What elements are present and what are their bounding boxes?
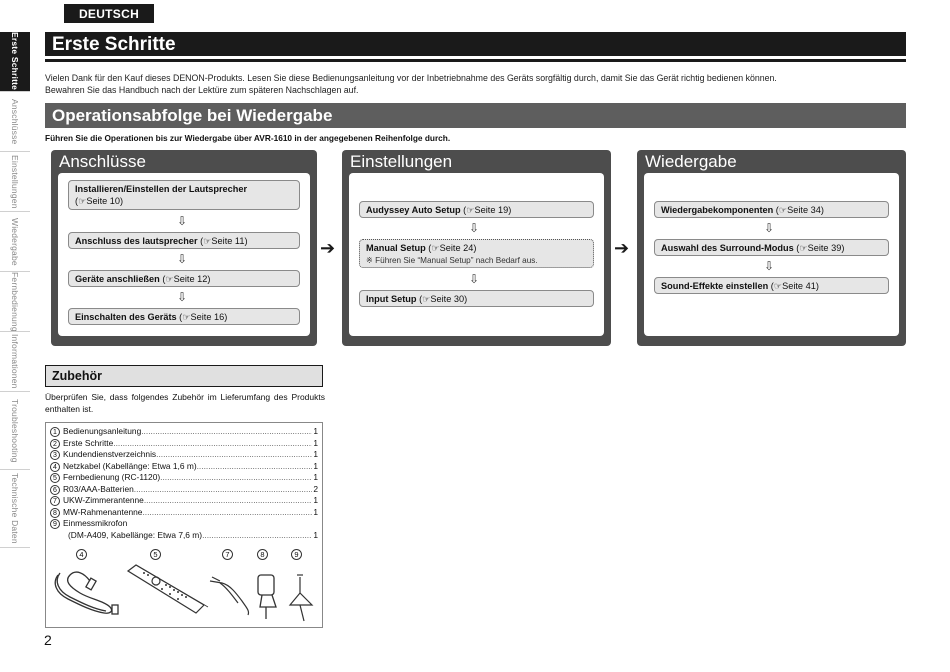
accessory-item: [50, 507, 318, 519]
down-arrow-icon: ⇩: [469, 221, 480, 235]
lead-text: Führen Sie die Operationen bis zur Wiedergabe über AVR-1610 in der angegebenen Reihenfolge durch.: [45, 133, 451, 143]
page-title-bar: [45, 32, 906, 56]
picture-label: [222, 549, 233, 560]
picture-label-number: 7: [222, 549, 233, 560]
step-label: Wiedergabekomponenten: [661, 205, 774, 215]
reference-icon: ☞: [78, 196, 87, 206]
item-number: 6: [50, 485, 60, 495]
step-label: Geräte anschließen: [75, 274, 160, 284]
accessory-item-detail: [50, 530, 318, 542]
step-label: Sound-Effekte einstellen: [661, 281, 769, 291]
reference-icon: ☞: [466, 205, 475, 215]
side-nav-item-troubleshooting[interactable]: [0, 392, 30, 470]
step-note: ※ Führen Sie “Manual Setup” nach Bedarf aus.: [366, 256, 538, 265]
side-nav-item-erste-schritte[interactable]: [0, 32, 30, 92]
page-title: Erste Schritte: [52, 34, 176, 55]
step-audyssey-auto-setup[interactable]: Audyssey Auto Setup (☞Seite 19): [359, 201, 594, 218]
item-number: 5: [50, 473, 60, 483]
item-qty: 1: [313, 426, 318, 436]
step-geraete-anschliessen[interactable]: Geräte anschließen (☞Seite 12): [68, 270, 300, 287]
step-label: Einschalten des Geräts: [75, 312, 177, 322]
step-lautsprecher-anschluss[interactable]: Anschluss des lautsprecher (☞Seite 11): [68, 232, 300, 249]
accessory-item: [50, 495, 318, 507]
title-rule: [45, 59, 906, 62]
accessory-item: [50, 449, 318, 461]
picture-label-number: 5: [150, 549, 161, 560]
step-label: Auswahl des Surround-Modus: [661, 243, 794, 253]
reference-icon: ☞: [773, 281, 783, 291]
accessory-item: [50, 484, 318, 496]
side-nav-label: Technische Daten: [10, 473, 20, 544]
item-number: 8: [50, 508, 60, 518]
intro-line-2: Bewahren Sie das Handbuch nach der Lektüre zum späteren Nachschlagen auf.: [45, 85, 359, 95]
right-arrow-icon: ➔: [614, 238, 630, 258]
accessory-item: [50, 461, 318, 473]
side-nav-label: Anschlüsse: [10, 98, 20, 145]
language-tab: DEUTSCH: [64, 4, 154, 23]
right-arrow-icon: ➔: [320, 238, 336, 258]
picture-label-number: 8: [257, 549, 268, 560]
item-qty: 1: [313, 449, 318, 459]
intro-line-1: Vielen Dank für den Kauf dieses DENON-Produkts. Lesen Sie diese Bedienungsanleitung vor der Inbetriebnahme des Geräts sorgfältig durch, damit Sie das Gerät richtig bedienen können.: [45, 73, 777, 83]
reference-icon: ☞: [203, 236, 212, 246]
item-label: MW-Rahmenantenne: [63, 506, 143, 517]
zubehoer-header: [45, 365, 323, 387]
item-qty: 1: [313, 460, 318, 471]
accessory-item: [50, 426, 318, 438]
side-nav-item-fernbedienung[interactable]: [0, 272, 30, 332]
item-number: 4: [50, 462, 60, 472]
panel-title: Wiedergabe: [645, 152, 737, 171]
side-nav-item-anschluesse[interactable]: [0, 92, 30, 152]
step-ref: Seite 41: [782, 281, 816, 291]
accessory-box: [45, 422, 323, 628]
reference-icon: ☞: [778, 205, 788, 215]
step-label: Audyssey Auto Setup: [366, 205, 461, 215]
step-ref: Seite 34: [787, 205, 821, 215]
item-qty: 1: [313, 529, 318, 540]
section-title: Operationsabfolge bei Wiedergabe: [52, 106, 333, 125]
item-qty: 1: [313, 506, 318, 517]
picture-label: [291, 549, 302, 560]
side-nav-label: Wiedergabe: [10, 217, 20, 266]
remote-control-icon: [128, 565, 208, 613]
item-label: Fernbedienung (RC-1120): [63, 472, 161, 482]
zubehoer-title: Zubehör: [52, 369, 102, 383]
down-arrow-icon: ⇩: [177, 290, 188, 304]
down-arrow-icon: ⇩: [764, 259, 775, 273]
accessory-item: [50, 518, 318, 530]
item-number: 3: [50, 450, 60, 460]
microphone-icon: [290, 575, 312, 621]
item-qty: 1: [313, 495, 318, 505]
section-bar: [45, 103, 906, 128]
picture-label-number: 9: [291, 549, 302, 560]
down-arrow-icon: ⇩: [469, 272, 480, 286]
panel-body: [349, 173, 604, 336]
item-number: 2: [50, 439, 60, 449]
panel-body: [644, 173, 899, 336]
fm-antenna-icon: [210, 577, 249, 615]
item-label: Bedienungsanleitung: [63, 426, 142, 436]
side-nav-label: Einstellungen: [10, 154, 20, 209]
side-nav-item-informationen[interactable]: [0, 332, 30, 392]
picture-label: [150, 549, 161, 560]
side-nav-item-einstellungen[interactable]: [0, 152, 30, 212]
down-arrow-icon: ⇩: [177, 214, 188, 228]
item-label: Kundendienstverzeichnis: [63, 449, 157, 459]
side-nav-item-technische-daten[interactable]: [0, 470, 30, 548]
step-input-setup[interactable]: Input Setup (☞Seite 30): [359, 290, 594, 307]
item-number: 9: [50, 519, 60, 529]
item-label: UKW-Zimmerantenne: [63, 495, 144, 505]
panel-wiedergabe: [637, 150, 906, 346]
power-cord-icon: [55, 572, 118, 614]
reference-icon: ☞: [799, 243, 808, 253]
step-ref: Seite 30: [430, 294, 465, 304]
picture-label-number: 4: [76, 549, 87, 560]
item-label: Erste Schritte: [63, 437, 114, 448]
step-ref: Seite 12: [173, 274, 208, 284]
item-label: R03/AAA-Batterien: [63, 483, 134, 494]
step-label: Input Setup: [366, 294, 417, 304]
step-lautsprecher-installieren[interactable]: Installieren/Einstellen der Lautsprecher (☞Seite 10): [68, 180, 300, 210]
am-loop-antenna-icon: [258, 575, 276, 619]
side-nav-label: Fernbedienung: [10, 271, 20, 332]
step-label: Installieren/Einstellen der Lautsprecher: [75, 184, 248, 194]
down-arrow-icon: ⇩: [177, 252, 188, 266]
accessory-item: [50, 472, 318, 484]
step-surround-modus[interactable]: Auswahl des Surround-Modus (☞Seite 39): [654, 239, 889, 256]
reference-icon: ☞: [165, 274, 174, 284]
step-label: Anschluss des lautsprecher: [75, 236, 198, 246]
reference-icon: ☞: [431, 243, 440, 253]
item-number: 1: [50, 427, 60, 437]
step-ref: Seite 11: [211, 236, 245, 246]
panel-title: Einstellungen: [350, 152, 453, 171]
item-qty: 1: [313, 437, 318, 448]
reference-icon: ☞: [422, 294, 431, 304]
down-arrow-icon: ⇩: [764, 221, 775, 235]
reference-icon: ☞: [182, 312, 191, 322]
item-label: (DM-A409, Kabellänge: Etwa 7,6 m): [68, 529, 203, 540]
panel-body: [58, 173, 310, 336]
intro-text: [45, 72, 905, 96]
accessory-item: [50, 438, 318, 450]
item-qty: 2: [313, 483, 318, 494]
picture-label: [257, 549, 268, 560]
picture-label: [76, 549, 87, 560]
accessory-list: [50, 426, 318, 541]
step-ref: Seite 10: [86, 196, 121, 206]
step-ref: Seite 24: [439, 243, 474, 253]
side-nav-label: Informationen: [10, 334, 20, 389]
item-label: Netzkabel (Kabellänge: Etwa 1,6 m): [63, 460, 197, 471]
item-number: 7: [50, 496, 60, 506]
step-manual-setup[interactable]: Manual Setup (☞Seite 24) ※ Führen Sie “Manual Setup” nach Bedarf aus.: [359, 239, 594, 268]
accessory-illustration: [50, 563, 320, 625]
side-navigation: [0, 32, 30, 548]
side-nav-item-wiedergabe[interactable]: [0, 212, 30, 272]
step-einschalten[interactable]: Einschalten des Geräts (☞Seite 16): [68, 308, 300, 325]
item-qty: 1: [313, 472, 318, 482]
zubehoer-text: Überprüfen Sie, dass folgendes Zubehör im Lieferumfang des Produkts enthalten ist.: [45, 392, 325, 414]
step-label: Manual Setup: [366, 243, 426, 253]
page-number: 2: [44, 632, 52, 648]
side-nav-label: Erste Schritte: [10, 32, 20, 91]
side-nav-label: Troubleshooting: [10, 398, 20, 463]
step-ref: Seite 16: [190, 312, 225, 322]
item-label: Einmessmikrofon: [63, 518, 128, 528]
panel-anschluesse: [51, 150, 317, 346]
step-sound-effekte[interactable]: Sound-Effekte einstellen (☞Seite 41): [654, 277, 889, 294]
step-ref: Seite 19: [474, 205, 509, 215]
panel-title: Anschlüsse: [59, 152, 146, 171]
step-ref: Seite 39: [807, 243, 842, 253]
panel-einstellungen: [342, 150, 611, 346]
step-wiedergabekomponenten[interactable]: Wiedergabekomponenten (☞Seite 34): [654, 201, 889, 218]
